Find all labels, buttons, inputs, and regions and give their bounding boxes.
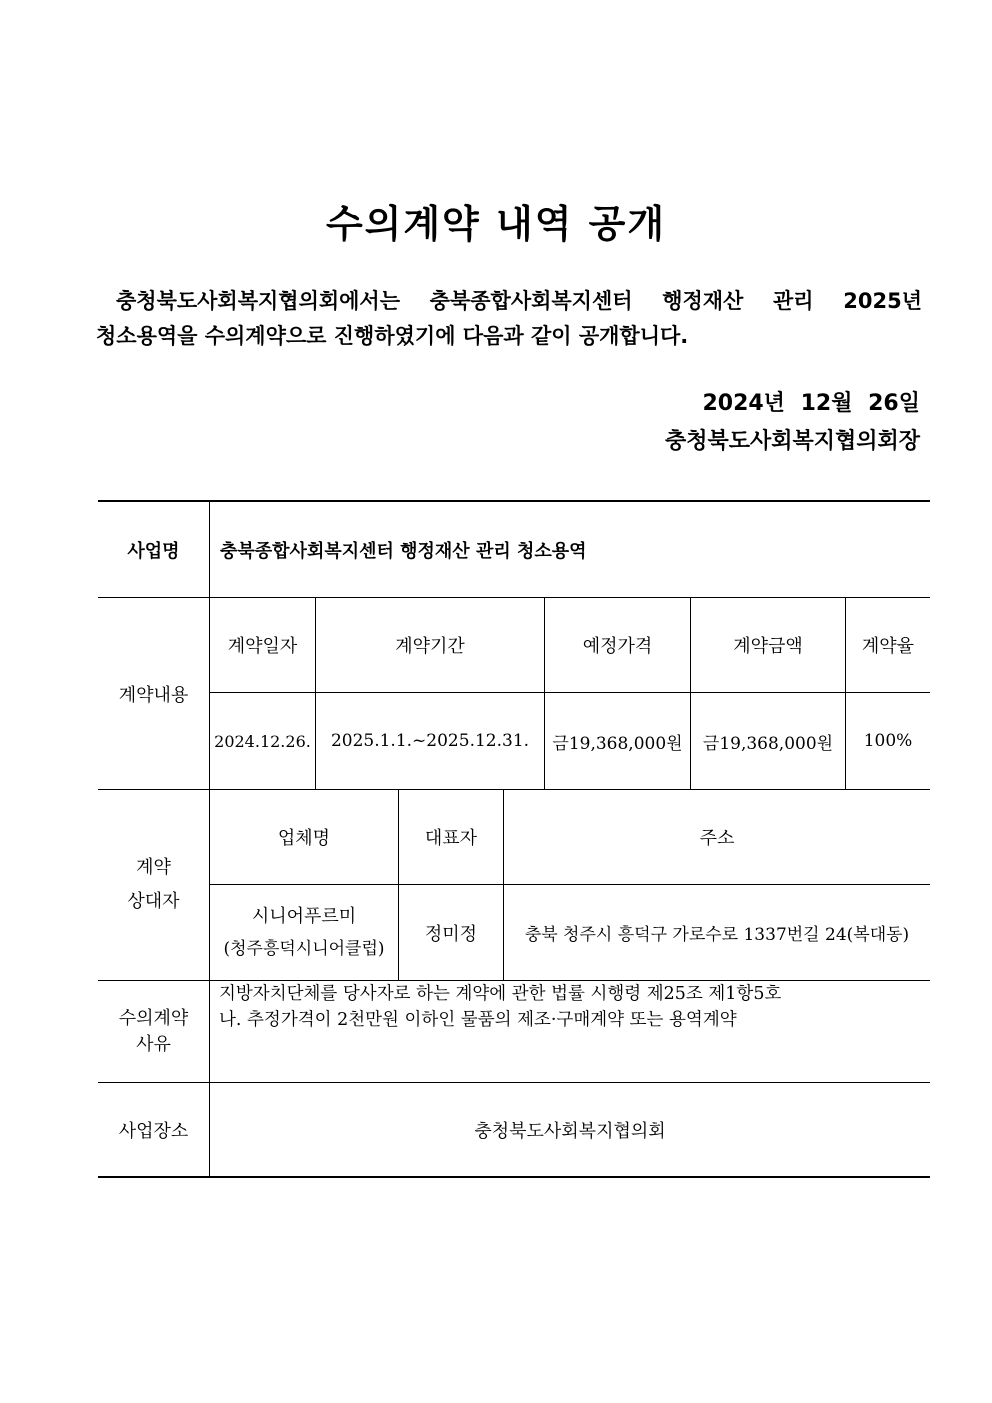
value-estimated-price: 금19,368,000원	[552, 733, 683, 754]
party-name-line-2: (청주흥덕시니어클럽)	[223, 938, 385, 959]
header-address: 주소	[699, 828, 735, 849]
site-label: 사업장소	[118, 1120, 189, 1142]
reason-label	[98, 981, 209, 1082]
intro-paragraph	[96, 284, 922, 354]
party-label	[98, 790, 209, 980]
party-representative: 정미정	[424, 923, 478, 945]
project-value: 충북종합사회복지센터 행정재산 관리 청소용역	[220, 540, 587, 562]
reason-label-line-1: 수의계약	[118, 1007, 189, 1029]
party-label-line-2: 상대자	[127, 891, 180, 912]
header-contract-period: 계약기간	[395, 636, 465, 657]
value-contract-period: 2025.1.1.~2025.12.31.	[330, 731, 530, 751]
party-company-name	[210, 885, 398, 980]
party-address: 충북 청주시 흥덕구 가로수로 1337번길 24(복대동)	[524, 925, 910, 945]
reason-line-2: 나. 추정가격이 2천만원 이하인 물품의 제조·구매계약 또는 용역계약	[219, 1010, 737, 1030]
value-contract-date: 2024.12.26.	[214, 731, 311, 751]
page-title: 수의계약 내역 공개	[325, 202, 667, 246]
header-company-name: 업체명	[277, 828, 331, 849]
value-contract-amount: 금19,368,000원	[702, 733, 834, 754]
intro-line-2: 청소용역을 수의계약으로 진행하였기에 다음과 같이 공개합니다.	[96, 324, 689, 348]
intro-line-1: 충청북도사회복지협의회에서는 충북종합사회복지센터 행정재산 관리 2025년	[116, 289, 922, 313]
contract-label: 계약내용	[118, 684, 189, 706]
table-bottom-border	[98, 1176, 930, 1178]
header-contract-date: 계약일자	[227, 636, 298, 657]
reason-line-1: 지방자치단체를 당사자로 하는 계약에 관한 법률 시행령 제25조 제1항5호	[219, 984, 782, 1004]
header-contract-rate: 계약율	[861, 636, 915, 657]
value-contract-rate: 100%	[863, 731, 913, 751]
header-estimated-price: 예정가격	[582, 636, 653, 657]
party-name-line-1: 시니어푸르미	[251, 905, 357, 927]
header-representative: 대표자	[424, 828, 478, 849]
party-label-line-1: 계약	[136, 857, 171, 878]
reason-label-line-2: 사유	[136, 1033, 171, 1055]
site-value: 충청북도사회복지협의회	[474, 1120, 666, 1142]
signer: 충청북도사회복지협의회장	[664, 429, 920, 454]
header-contract-amount: 계약금액	[733, 636, 803, 657]
reason-value	[219, 981, 924, 1082]
announcement-date: 2024년 12월 26일	[702, 391, 920, 416]
project-label: 사업명	[127, 540, 180, 562]
